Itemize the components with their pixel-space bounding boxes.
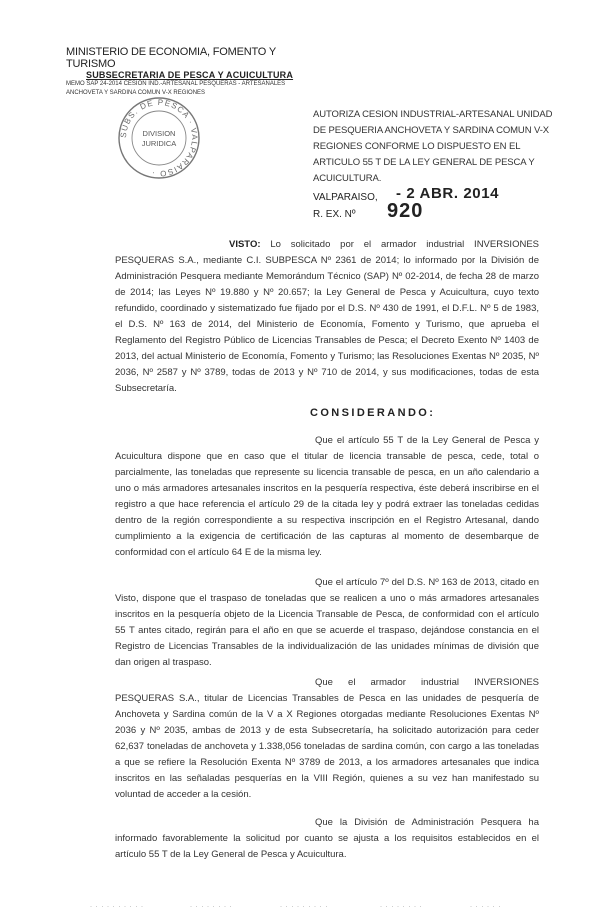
ministry-name: MINISTERIO DE ECONOMIA, FOMENTO Y TURISMO: [66, 46, 276, 70]
footer-mark: · · · · · ·: [470, 904, 502, 910]
resolution-number-label: R. EX. Nº: [313, 209, 356, 220]
division-juridica-stamp: [117, 97, 201, 179]
stamp-center-line1: DIVISION: [142, 129, 176, 138]
memo-reference-2: ANCHOVETA Y SARDINA COMUN V-X REGIONES: [66, 90, 206, 96]
footer-mark: · · · · · · · · · ·: [90, 904, 144, 910]
considerando-heading: CONSIDERANDO:: [310, 407, 436, 419]
subsecretaria-name: SUBSECRETARIA DE PESCA Y ACUICULTURA: [86, 70, 294, 80]
memo-reference: MEMO SAP 24-2014 CESIÓN IND.-ARTESANAL PESQUERAS - ARTESANALES: [66, 81, 286, 87]
footer-mark: · · · · · · · · ·: [280, 904, 329, 910]
letterhead: [66, 46, 316, 98]
footer-mark: · · · · · · · ·: [380, 904, 423, 910]
visto-paragraph: [115, 237, 539, 397]
visto-text: Lo solicitado por el armador industrial INVERSIONES PESQUERAS S.A., mediante C.I. SUBPESCA Nº 2361 de 2014; lo informado por la División de Administración Pesquera mediante Memorándum Técnico (SAP) Nº 02-2014, de fecha 28 de marzo de 2014; las Leyes Nº 19.880 y Nº 20.657; la Ley General de Pesca y Acuicultura, cuyo texto refundido, coordinado y sistematizado fue fijado por el D.S. Nº 430 de 1991, el D.F.L. Nº 5 de 1983, el D.S. Nº 163 de 2014, del Ministerio de Economía, Fomento y Turismo, que aprueba el Reglamento del Registro Público de Licencias Transables de Pesca; el Decreto Exento Nº 1403 de 2013, del actual Ministerio de Economía, Fomento y Turismo; las Resoluciones Exentas Nº 2035, Nº 2036, Nº 2587 y Nº 3789, todas de 2013 y Nº 710 de 2014, y sus modificaciones, todas de esta Subsecretaría.: [115, 239, 539, 394]
resolution-subject: AUTORIZA CESION INDUSTRIAL-ARTESANAL UNIDAD DE PESQUERIA ANCHOVETA Y SARDINA COMUN V-X REGIONES CONFORME LO DISPUESTO EN EL ARTICULO 55 T DE LA LEY GENERAL DE PESCA Y ACUICULTURA.: [313, 109, 553, 184]
visto-label: VISTO:: [229, 239, 261, 250]
footer-mark: · · · · · · · ·: [190, 904, 233, 910]
resolution-date: - 2 ABR. 2014: [396, 185, 500, 202]
stamp-center-line2: JURIDICA: [141, 139, 177, 148]
considerando-paragraph-2: Que el artículo 7º del D.S. Nº 163 de 2013, citado en Visto, dispone que el traspaso de toneladas que se realicen a uno o más armadores artesanales inscritos en la pesquería objeto de la Licencia Transable de Pesca, de conformidad con el artículo 55 T antes citado, regirán para el año en que se acuerde el traspaso, dejándose constancia en el Registro de Licencias Transables de la individualización de las unidades mínimas de división que dan origen al traspaso.: [115, 577, 539, 668]
considerando-paragraph-4: Que la División de Administración Pesquera ha informado favorablemente la solicitud por cuanto se ajusta a los requisitos establecidos en el artículo 55 T de la Ley General de Pesca y Acuicultura.: [115, 817, 539, 860]
place-label: VALPARAISO,: [313, 192, 378, 203]
stamp-ring-text: SUBS. DE PESCA · VALPARAISO ·: [118, 97, 200, 179]
resolution-number: 920: [387, 200, 424, 222]
considerando-paragraph-1: Que el artículo 55 T de la Ley General de Pesca y Acuicultura dispone que en caso que el titular de licencia transable de pesca, cede, total o parcialmente, las toneladas que represente su licencia transable de pesca, en un año calendario a uno o más armadores artesanales inscritos en la pesquería respectiva, éste deberá inscribirse en el registro a que hace referencia el artículo 29 de la citada ley y podrá extraer las toneladas cedidas dentro de la región correspondiente a su respectiva inscripción en el Registro Artesanal, dando cumplimiento a la exigencia de certificación de las capturas al momento de desembarque de conformidad con el artículo 64 E de la misma ley.: [115, 435, 539, 558]
considerando-paragraph-3: Que el armador industrial INVERSIONES PESQUERAS S.A., titular de Licencias Transables de Pesca en las unidades de pesquería de Anchoveta y Sardina común de la V a X Regiones otorgadas mediante Resoluciones Exentas Nº 2036 y Nº 2035, ambas de 2013 y de esta Subsecretaría, ha solicitado autorización para ceder 62,637 toneladas de anchoveta y 1.338,056 toneladas de sardina común, con cargo a las toneladas a que se refiere la Resolución Exenta Nº 3789 de 2013, a los armadores artesanales que indica inscritos en las señaladas pesquerías en la VIII Región, quienes a su vez han manifestado su voluntad de acceder a la cesión.: [115, 677, 539, 800]
